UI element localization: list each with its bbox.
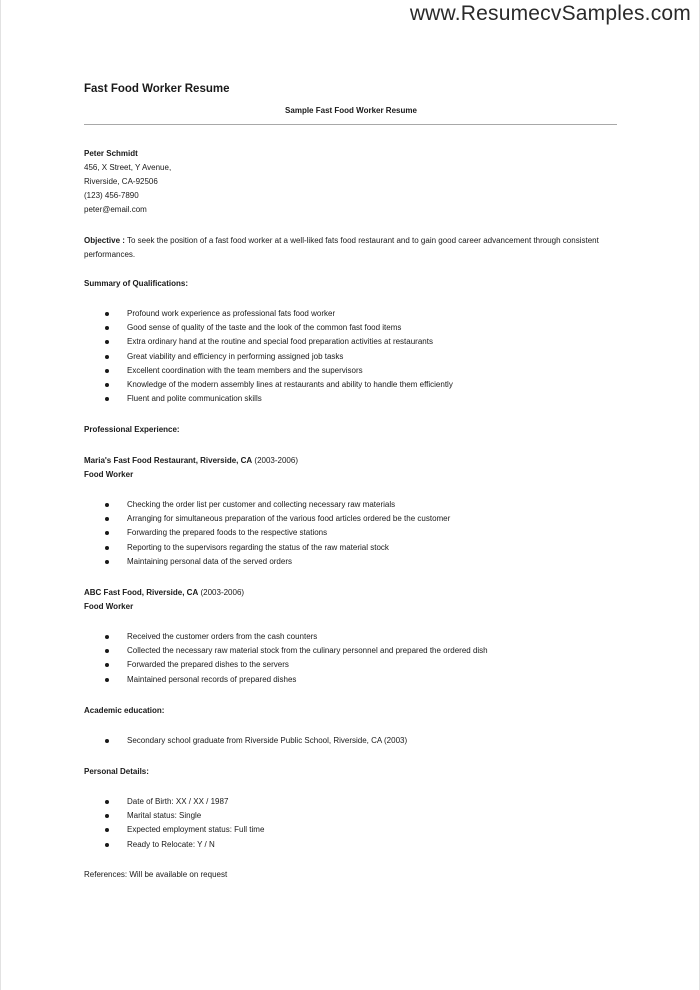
list-item: Collected the necessary raw material stock from the culinary personnel and prepared the ordered dish (84, 646, 488, 660)
objective (84, 234, 624, 262)
contact-name: Peter Schmidt (84, 149, 138, 158)
list-item: Forwarded the prepared dishes to the servers (84, 660, 488, 674)
job-1-header (84, 456, 298, 466)
contact-email: peter@email.com (84, 205, 147, 214)
list-item: Excellent coordination with the team members and the supervisors (84, 366, 453, 380)
job-2-role: Food Worker (84, 602, 134, 611)
job-2-header (84, 588, 244, 598)
objective-text: To seek the position of a fast food worker at a well-liked fats food restaurant and to gain good career advancement through consistent performances. (84, 236, 599, 259)
job-1-dates: (2003-2006) (254, 456, 298, 465)
list-item: Profound work experience as professional fats food worker (84, 309, 453, 323)
list-item: Expected employment status: Full time (84, 825, 264, 839)
experience-heading: Professional Experience: (84, 425, 180, 434)
contact-address-line1: 456, X Street, Y Avenue, (84, 163, 172, 172)
job-1-role: Food Worker (84, 470, 134, 479)
education-heading: Academic education: (84, 706, 165, 715)
qualifications-list (84, 309, 453, 408)
job-1-duties (84, 500, 450, 571)
list-item: Maintaining personal data of the served orders (84, 557, 450, 571)
personal-list (84, 797, 264, 854)
contact-phone: (123) 456-7890 (84, 191, 139, 200)
list-item: Date of Birth: XX / XX / 1987 (84, 797, 264, 811)
list-item: Fluent and polite communication skills (84, 394, 453, 408)
list-item: Checking the order list per customer and collecting necessary raw materials (84, 500, 450, 514)
job-2-duties (84, 632, 488, 689)
list-item: Extra ordinary hand at the routine and special food preparation activities at restaurants (84, 337, 453, 351)
objective-label: Objective : (84, 236, 125, 245)
list-item: Arranging for simultaneous preparation of the various food articles ordered be the customer (84, 514, 450, 528)
site-watermark: www.ResumecvSamples.com (409, 2, 691, 25)
list-item: Maintained personal records of prepared dishes (84, 675, 488, 689)
list-item: Received the customer orders from the cash counters (84, 632, 488, 646)
contact-address-line2: Riverside, CA-92506 (84, 177, 158, 186)
personal-heading: Personal Details: (84, 767, 149, 776)
contact-block (84, 149, 171, 219)
education-list (84, 736, 407, 750)
qualifications-heading: Summary of Qualifications: (84, 279, 189, 288)
list-item: Marital status: Single (84, 811, 264, 825)
job-2-employer: ABC Fast Food, Riverside, CA (84, 588, 199, 597)
list-item: Reporting to the supervisors regarding the status of the raw material stock (84, 543, 450, 557)
list-item: Knowledge of the modern assembly lines at restaurants and ability to handle them efficiently (84, 380, 453, 394)
list-item: Secondary school graduate from Riverside Public School, Riverside, CA (2003) (84, 736, 407, 750)
job-1-employer: Maria's Fast Food Restaurant, Riverside, CA (84, 456, 253, 465)
list-item: Great viability and efficiency in performing assigned job tasks (84, 352, 453, 366)
list-item: Forwarding the prepared foods to the respective stations (84, 528, 450, 542)
job-2-dates: (2003-2006) (200, 588, 245, 597)
references: References: Will be available on request (84, 870, 228, 879)
page-title: Fast Food Worker Resume (84, 83, 230, 95)
title-divider (84, 124, 617, 125)
list-item: Ready to Relocate: Y / N (84, 840, 264, 854)
list-item: Good sense of quality of the taste and the look of the common fast food items (84, 323, 453, 337)
page-subtitle: Sample Fast Food Worker Resume (285, 106, 417, 115)
